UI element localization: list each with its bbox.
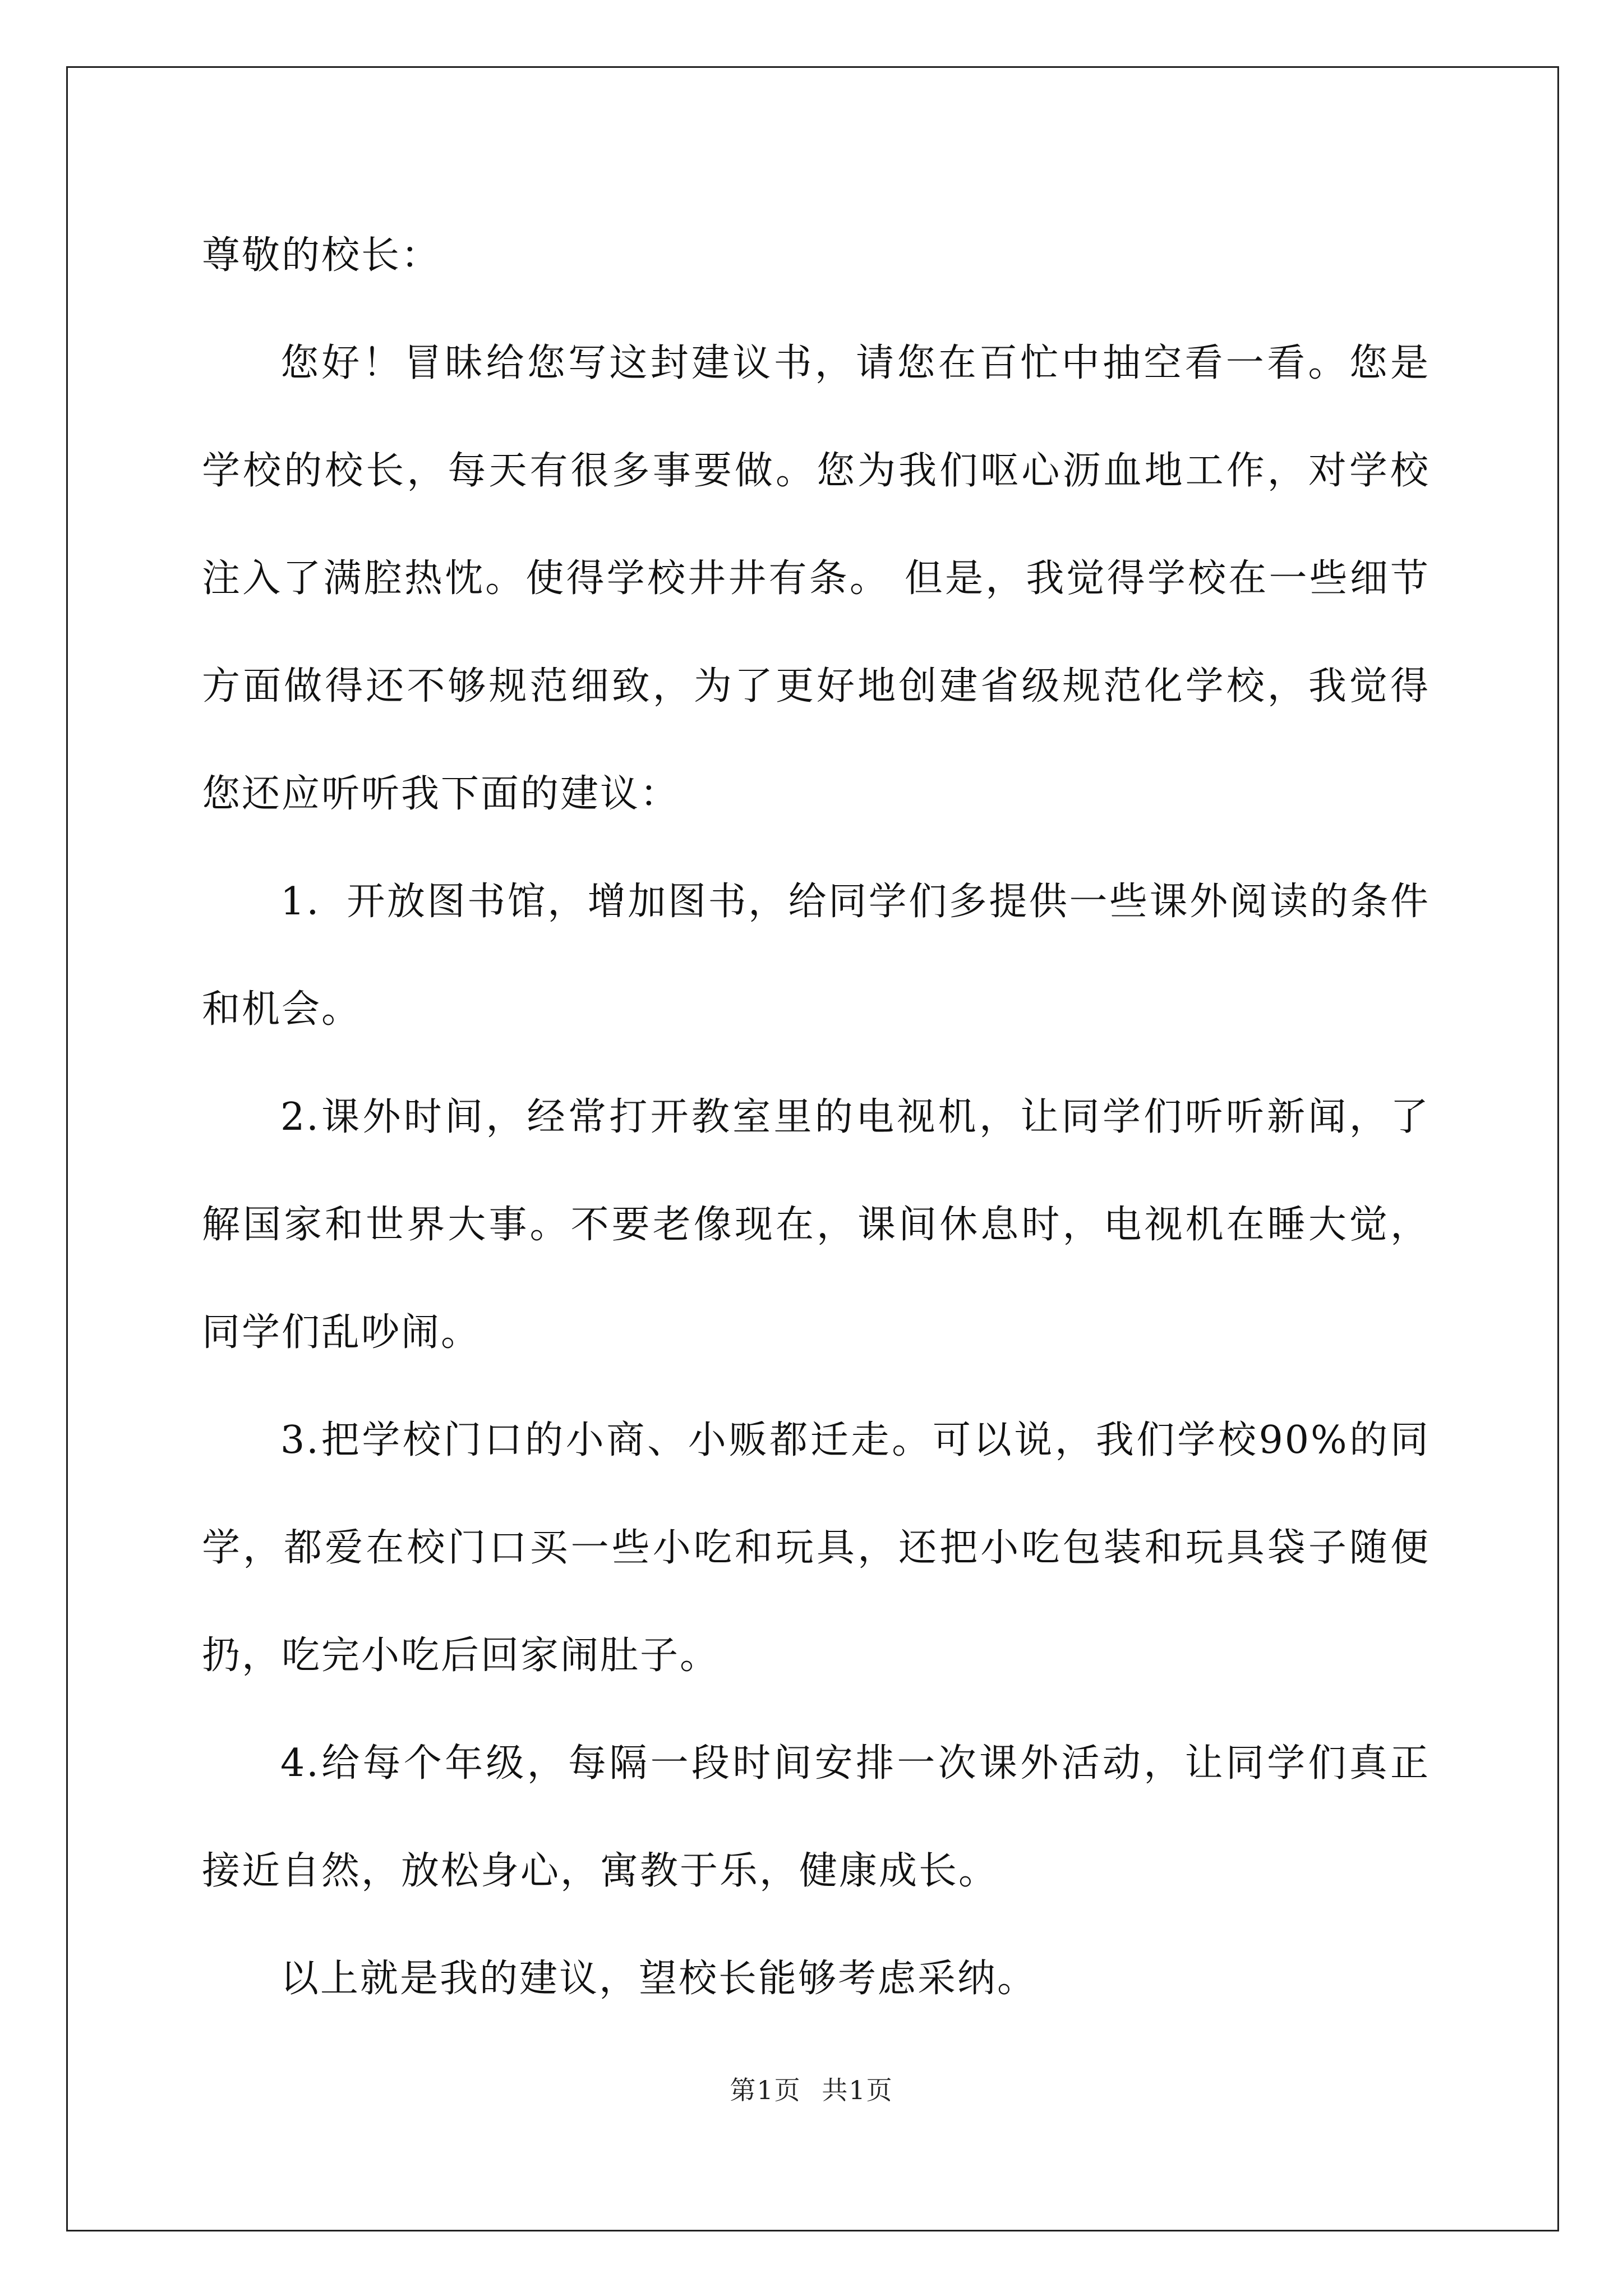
paragraph-suggestion-4: 4.给每个年级，每隔一段时间安排一次课外活动，让同学们真正接近自然，放松身心，寓教于乐，健康成长。: [202, 1741, 1430, 1893]
page-total: 共1页: [822, 2075, 893, 2105]
page-footer: [0, 2070, 1623, 2107]
letter-body: [202, 202, 1430, 2033]
paragraph-suggestion-1: 1．开放图书馆，增加图书，给同学们多提供一些课外阅读的条件和机会。: [202, 880, 1430, 1032]
page-number: 第1页: [730, 2075, 801, 2105]
paragraph-suggestion-2: 2.课外时间，经常打开教室里的电视机，让同学们听听新闻，了解国家和世界大事。不要老像现在，课间休息时，电视机在睡大觉，同学们乱吵闹。: [202, 1095, 1430, 1355]
paragraph-closing: 以上就是我的建议，望校长能够考虑采纳。: [280, 1957, 1038, 2001]
salutation: 尊敬的校长：: [202, 233, 441, 278]
paragraph-suggestion-3: 3.把学校门口的小商、小贩都迁走。可以说，我们学校90%的同学，都爱在校门口买一些小吃和玩具，还把小吃包装和玩具袋子随便扔，吃完小吃后回家闹肚子。: [202, 1418, 1430, 1678]
paragraph-intro: 您好！冒昧给您写这封建议书，请您在百忙中抽空看一看。您是学校的校长，每天有很多事要做。您为我们呕心沥血地工作，对学校注入了满腔热忱。使得学校井井有条。 但是，我觉得学校在一些细节方面做得还不够规范细致，为了更好地创建省级规范化学校，我觉得您还应听听我下面的建议：: [202, 341, 1430, 816]
